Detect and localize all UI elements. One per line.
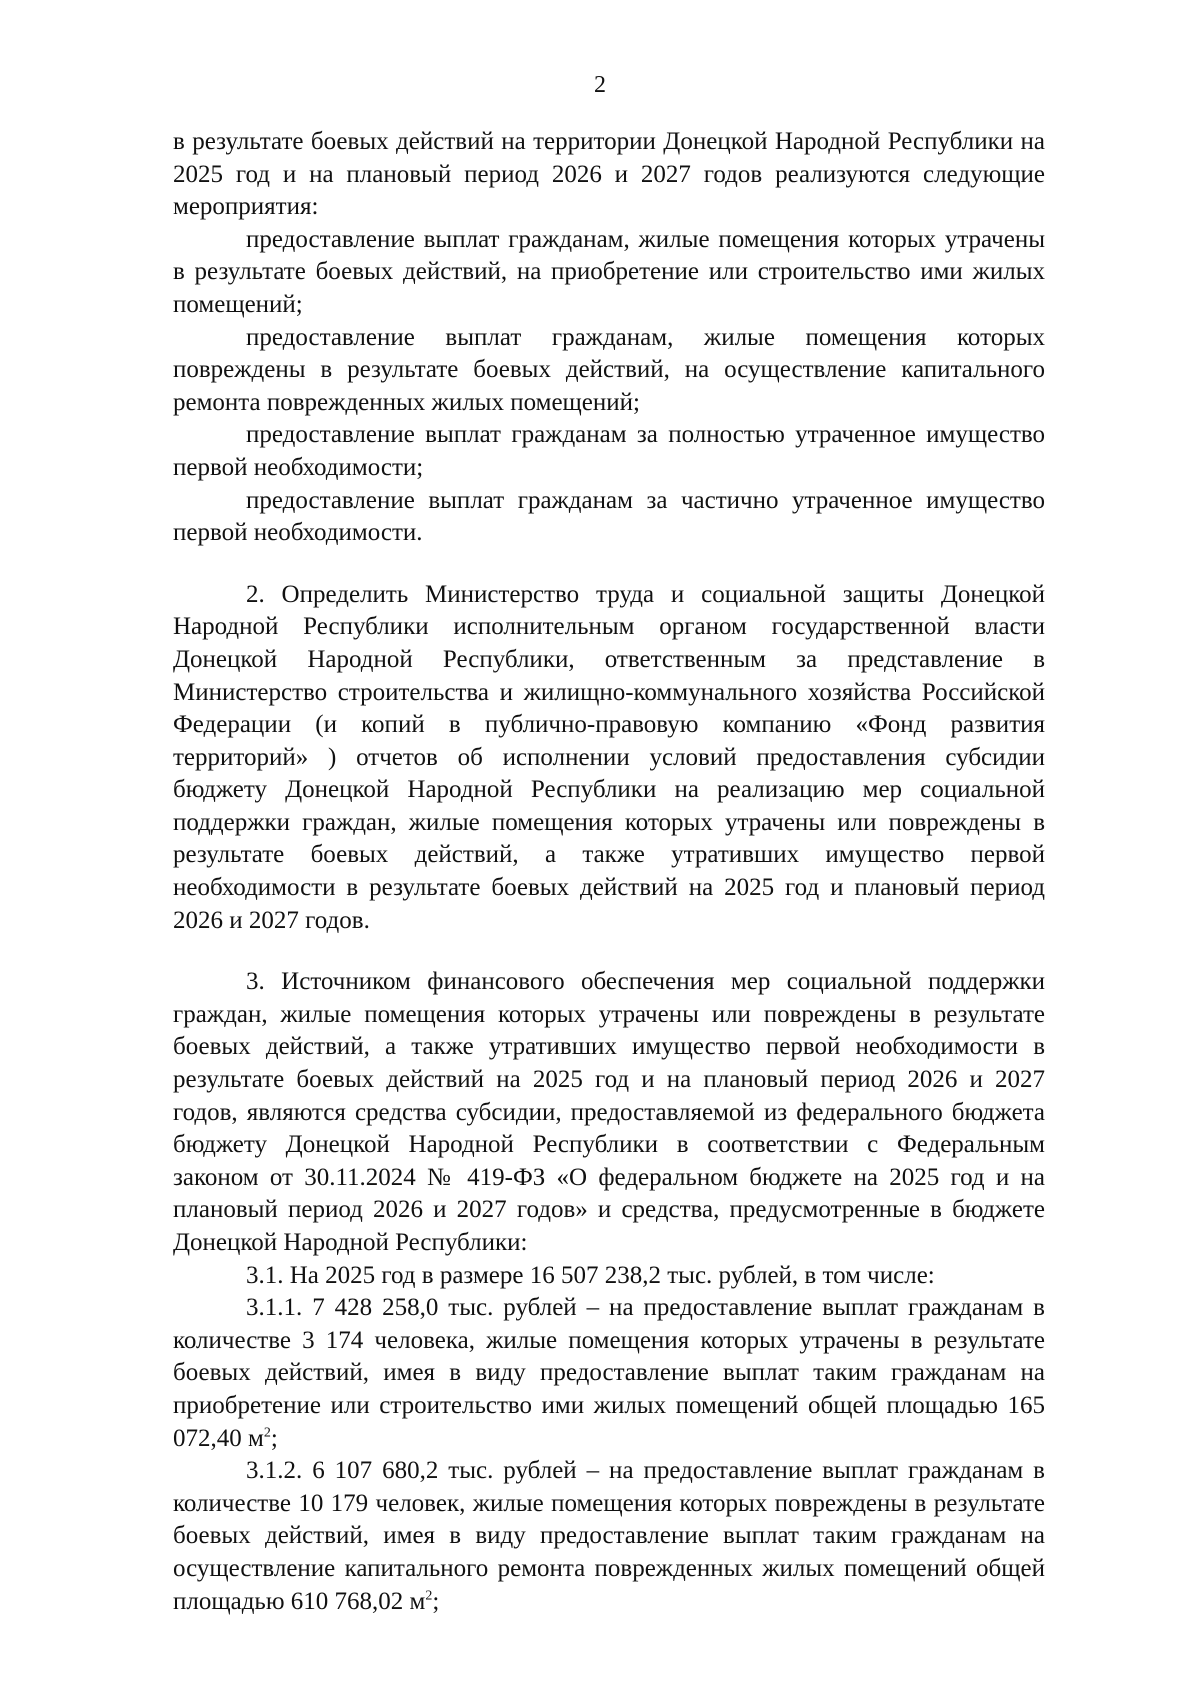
paragraph-section-3-1: 3.1. На 2025 год в размере 16 507 238,2 тыс. рублей, в том числе: bbox=[246, 1261, 935, 1289]
paragraph-section-3-1-1-text: 3.1.1. 7 428 258,0 тыс. рублей – на предоставление выплат гражданам в количестве 3 174 человека, жилые помещения которых утрачены в результате боевых действий, имея в виду предоставление выплат таким гражданам на приобретение или строительство ими жилых помещений общей площадью 165 072,40 м bbox=[173, 1294, 1045, 1452]
paragraph-measure-fully-lost-property: предоставление выплат гражданам за полностью утраченное имущество первой необходимости; bbox=[173, 421, 1045, 481]
paragraph-section-3-1-1 bbox=[173, 1292, 1045, 1455]
paragraph-measure-partially-lost-property: предоставление выплат гражданам за частично утраченное имущество первой необходимости. bbox=[173, 486, 1045, 547]
square-meter-superscript: 2 bbox=[425, 1588, 433, 1604]
square-meter-superscript: 2 bbox=[263, 1425, 271, 1441]
paragraph-section-2: 2. Определить Министерство труда и социальной защиты Донецкой Народной Республики исполнительным органом государственной власти Донецкой Народной Республики, ответственным за представление в Министерство строительства и жилищно-коммунального хозяйства Российской Федерации (и копий в публично-правовую компанию «Фонд развития территорий» ) отчетов об исполнении условий предоставления субсидии бюджету Донецкой Народной Республики на реализацию мер социальной поддержки граждан, жилые помещения которых утрачены или повреждены в результате боевых действий, а также утративших имущество первой необходимости в результате боевых действий на 2025 год и плановый период 2026 и 2027 годов. bbox=[173, 580, 1045, 934]
paragraph-section-3-1-1-end: ; bbox=[270, 1424, 278, 1452]
paragraph-section-3: 3. Источником финансового обеспечения мер социальной поддержки граждан, жилые помещения которых утрачены или повреждены в результате боевых действий, а также утративших имущество первой необходимости в результате боевых действий на 2025 год и на плановый период 2026 и 2027 годов, являются средства субсидии, предоставляемой из федерального бюджета бюджету Донецкой Народной Республики в соответствии с Федеральным законом от 30.11.2024 № 419-ФЗ «О федеральном бюджете на 2025 год и на плановый период 2026 и 2027 годов» и средства, предусмотренные в бюджете Донецкой Народной Республики: bbox=[173, 968, 1045, 1256]
paragraph-section-3-1-2-end: ; bbox=[432, 1587, 440, 1615]
document-body bbox=[173, 126, 1045, 1618]
paragraph-intro-continuation: в результате боевых действий на территории Донецкой Народной Республики на 2025 год и на плановый период 2026 и 2027 годов реализуются следующие мероприятия: bbox=[173, 128, 1045, 221]
paragraph-section-3-1-2 bbox=[173, 1455, 1045, 1618]
paragraph-section-3-1-2-text: 3.1.2. 6 107 680,2 тыс. рублей – на предоставление выплат гражданам в количестве 10 179 человек, жилые помещения которых повреждены в результате боевых действий, имея в виду предоставление выплат таким гражданам на осуществление капитального ремонта поврежденных жилых помещений общей площадью 610 768,02 м bbox=[173, 1457, 1045, 1615]
paragraph-measure-damaged-housing: предоставление выплат гражданам, жилые помещения которых повреждены в результате боевых действий, на осуществление капитального ремонта поврежденных жилых помещений; bbox=[173, 323, 1045, 416]
page-number: 2 bbox=[594, 72, 606, 98]
paragraph-measure-lost-housing: предоставление выплат гражданам, жилые помещения которых утрачены в результате боевых действий, на приобретение или строительство ими жилых помещений; bbox=[173, 225, 1045, 318]
